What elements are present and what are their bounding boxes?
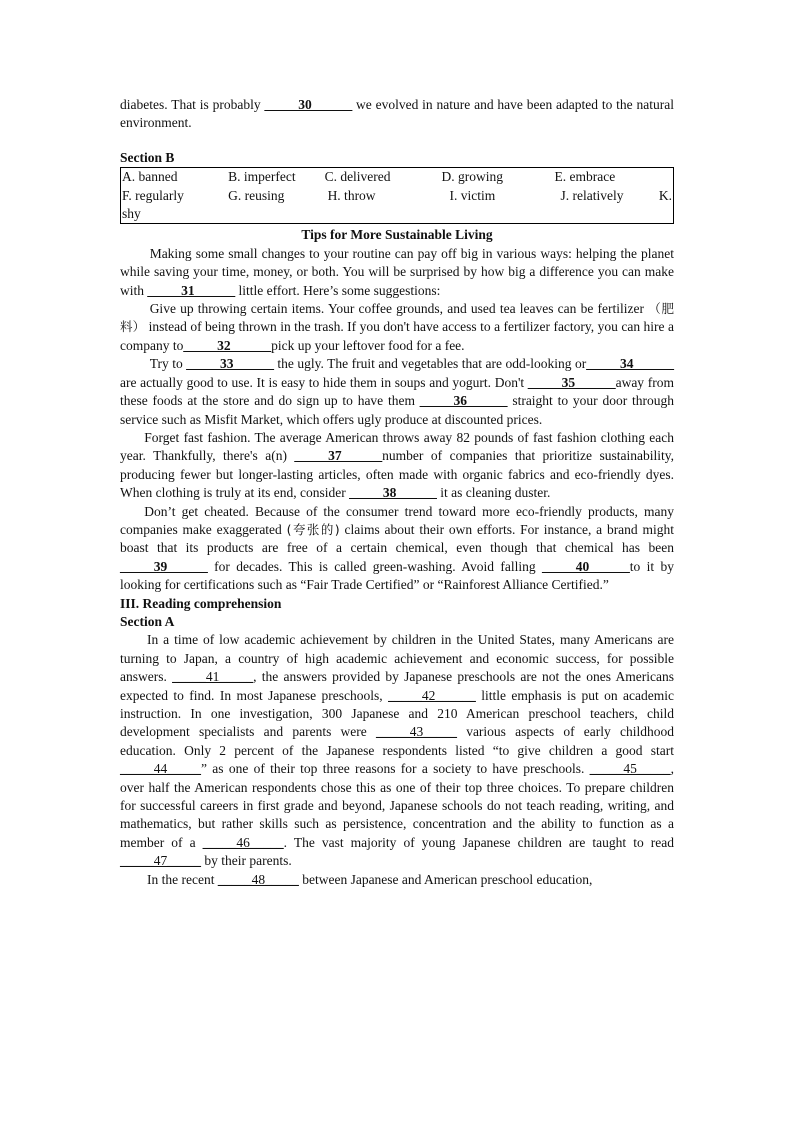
blank-41: _____41_____ — [172, 669, 254, 685]
text: little emphasis is put on academic instruction. In one investigation, 300 Japanese and 210 American preschool teachers, child development specialists and parents were — [120, 687, 674, 740]
text: number of companies that prioritize sustainability, producing fewer but longer-lasting articles, often made with organic fabrics and eco-friendly dyes. When clothing is truly at its end, consider — [120, 448, 674, 501]
blank-35: _____35______ — [527, 374, 616, 390]
text: pick up your leftover food for a fee. — [271, 337, 465, 353]
text: , over half the American respondents chose this as one of their top three choices. To prepare children for successful careers in first grade and beyond, Japanese schools do not teach reading, writing, and mathematics, but rather skills such as persistence, concentration and the ability to function as a member of a — [120, 761, 674, 850]
blank-30: _____30______ — [264, 97, 353, 112]
word-option-k: K. — [658, 187, 672, 203]
section-a-heading: Section A — [120, 613, 175, 629]
spacer — [120, 133, 674, 149]
text: by their parents. — [201, 853, 292, 869]
word-option-d: D. growing — [441, 169, 504, 185]
word-option-b: B. imperfect — [228, 169, 296, 185]
text: the ugly. The fruit and vegetables that are odd-looking or — [273, 356, 587, 372]
text: claims about their own efforts. For instance, a brand might boast that its products are free of a certain chemical, even though that chemical has been — [120, 521, 674, 556]
passage-a-paragraph-1 — [120, 631, 674, 870]
text: Don’t get cheated. Because of the consumer trend toward more eco-friendly products, many companies make exaggerated — [120, 503, 674, 537]
word-bank-row-1 — [121, 168, 674, 187]
blank-31: _____31______ — [147, 282, 236, 298]
passage-b-paragraph-1 — [120, 245, 674, 300]
blank-39: _____39______ — [120, 558, 208, 574]
blank-45: _____45_____ — [589, 761, 671, 777]
text: ” as one of their top three reasons for a society to have preschools. — [201, 761, 590, 777]
word-bank-row-2 — [121, 187, 674, 205]
blank-46: _____46_____ — [202, 834, 284, 850]
passage-b-paragraph-2 — [120, 300, 674, 355]
blank-42: _____42______ — [388, 687, 476, 703]
text: , the answers provided by Japanese preschools are not the ones Americans expected to find. In most Japanese preschools, — [120, 669, 674, 703]
blank-43: _____43_____ — [375, 724, 457, 740]
text: are actually good to use. It is easy to hide them in soups and yogurt. Don't — [120, 374, 528, 390]
blank-40: _____40______ — [542, 558, 630, 574]
section-b-heading: Section B — [120, 149, 175, 165]
passage-a-paragraph-2 — [120, 871, 674, 889]
document-page — [120, 96, 674, 889]
word-bank-row-3 — [121, 205, 674, 224]
text: between Japanese and American preschool education, — [298, 871, 593, 887]
blank-32: _____32______ — [183, 337, 272, 353]
text: various aspects of early childhood education. Only 2 percent of the Japanese respondents listed “to give children a good start — [120, 724, 674, 758]
text: In a time of low academic achievement by children in the United States, many Americans are turning to Japan, a country of high academic achievement and economic success, for possible answers. — [120, 632, 674, 685]
blank-34: _____34______ — [586, 356, 674, 372]
word-option-g: G. reusing — [228, 187, 285, 203]
text: . The vast majority of young Japanese children are taught to read — [283, 834, 675, 850]
word-option-e: E. embrace — [554, 169, 616, 185]
text: Try to — [149, 356, 187, 372]
blank-48: _____48_____ — [217, 871, 299, 887]
chinese-gloss: （肥料） — [120, 301, 674, 335]
blank-37: _____37______ — [294, 448, 383, 464]
passage-title: Tips for More Sustainable Living — [301, 227, 493, 243]
text: little effort. Here’s some suggestions: — [235, 282, 441, 298]
word-option-empty — [658, 168, 674, 187]
intro-text-after: we evolved in nature and have been adapted to the natural environment. — [120, 97, 674, 131]
blank-36: _____36______ — [419, 393, 508, 409]
text: to it by looking for certifications such as “Fair Trade Certified” or “Rainforest Alliance Certified.” — [120, 558, 674, 593]
passage-b-paragraph-3 — [120, 355, 674, 429]
text: straight to your door through service such as Misfit Market, which offers ugly produce at discounted prices. — [120, 393, 674, 427]
blank-33: _____33______ — [186, 356, 274, 372]
word-bank — [120, 167, 674, 224]
blank-47: _____47_____ — [120, 853, 201, 869]
text: it as cleaning duster. — [436, 485, 551, 501]
text: away from these foods at the store and do sign up to have them — [120, 374, 674, 409]
intro-paragraph — [120, 96, 674, 133]
text: Forget fast fashion. The average American throws away 82 pounds of fast fashion clothing each year. Thankfully, there's a(n) — [120, 429, 674, 464]
word-option-a: A. banned — [122, 169, 178, 185]
text: Making some small changes to your routine can pay off big in various ways: helping the planet while saving your time, money, or both. You will be surprised by how big a difference you can make with — [120, 245, 674, 298]
chinese-gloss: (夸张的) — [286, 521, 340, 537]
word-option-j: J. relatively — [560, 187, 624, 203]
part-3-heading: III. Reading comprehension — [120, 595, 282, 611]
text: Give up throwing certain items. Your coffee grounds, and used tea leaves can be fertilizer — [149, 301, 649, 317]
blank-44: _____44_____ — [120, 761, 201, 777]
word-option-k-continued: shy — [122, 206, 141, 222]
word-option-i: I. victim — [449, 187, 496, 203]
passage-b-paragraph-4 — [120, 429, 674, 503]
word-option-h: H. throw — [327, 187, 376, 203]
passage-b-paragraph-5 — [120, 503, 674, 595]
blank-38: _____38______ — [349, 485, 437, 501]
word-option-c: C. delivered — [324, 169, 391, 185]
intro-text-before: diabetes. That is probably — [120, 97, 265, 112]
text: for decades. This is called green-washing. Avoid falling — [207, 558, 542, 574]
text: instead of being thrown in the trash. If you don't have access to a fertilizer factory, you can hire a company to — [120, 319, 674, 353]
word-option-f: F. regularly — [122, 187, 184, 203]
text: In the recent — [147, 871, 218, 887]
